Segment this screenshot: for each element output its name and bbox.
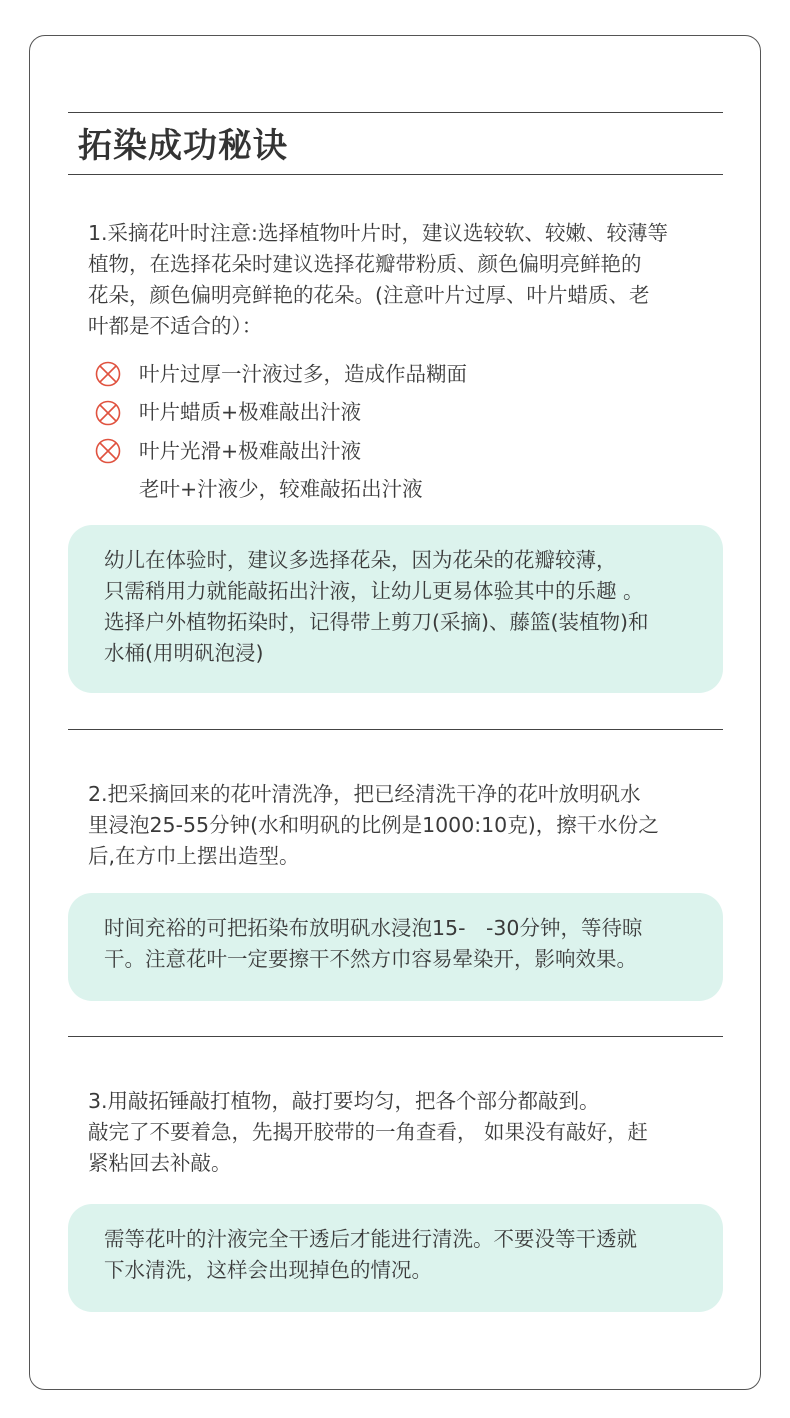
list-item-text: 叶片光滑+极难敲出汁液 <box>139 438 362 463</box>
section-divider-2 <box>68 1036 723 1037</box>
list-item <box>94 432 467 471</box>
x-circle-icon <box>94 399 122 427</box>
x-circle-icon <box>94 437 122 465</box>
section-1-tip-text: 幼儿在体验时，建议多选择花朵，因为花朵的花瓣较薄， 只需稍用力就能敲拓出汁液，让幼儿更易体验其中的乐趣 。 选择户外植物拓染时，记得带上剪刀(采摘)、藤篮(装植物)和 水桶(用明矾泡浸) <box>104 548 649 665</box>
section-3-tip-box <box>68 1204 723 1312</box>
list-item-text: 老叶+汁液少，较难敲拓出汁液 <box>139 477 423 502</box>
title-bottom-rule <box>68 174 723 175</box>
unsuitable-leaf-list <box>94 355 467 509</box>
title-top-rule <box>68 112 723 113</box>
list-item <box>94 355 467 394</box>
list-item-text: 叶片蜡质+极难敲出汁液 <box>139 400 362 425</box>
section-divider-1 <box>68 729 723 730</box>
page-title: 拓染成功秘诀 <box>78 126 288 166</box>
section-2-paragraph: 2.把采摘回来的花叶清洗净，把已经清洗干净的花叶放明矾水 里浸泡25-55分钟(水和明矾的比例是1000:10克)，擦干水份之 后,在方巾上摆出造型。 <box>88 782 659 868</box>
section-3-tip-text: 需等花叶的汁液完全干透后才能进行清洗。不要没等干透就 下水清洗，这样会出现掉色的情况。 <box>104 1227 637 1282</box>
list-item-text: 叶片过厚一汁液过多，造成作品糊面 <box>139 361 467 386</box>
list-item <box>94 471 467 510</box>
list-item <box>94 394 467 433</box>
x-circle-icon <box>94 360 122 388</box>
section-3-paragraph: 3.用敲拓锤敲打植物，敲打要均匀，把各个部分都敲到。 敲完了不要着急，先揭开胶带的一角查看， 如果没有敲好，赶 紧粘回去补敲。 <box>88 1089 649 1175</box>
section-2-tip-box <box>68 893 723 1001</box>
section-1-paragraph: 1.采摘花叶时注意:选择植物叶片时，建议选较软、较嫩、较薄等 植物，在选择花朵时建议选择花瓣带粉质、颜色偏明亮鲜艳的 花朵，颜色偏明亮鲜艳的花朵。(注意叶片过厚、叶片蜡质、老 叶都是不适合的）： <box>88 221 668 338</box>
section-2-tip-text: 时间充裕的可把拓染布放明矾水浸泡15- -30分钟，等待晾 干。注意花叶一定要擦干不然方巾容易晕染开，影响效果。 <box>104 916 643 971</box>
section-1-tip-box <box>68 525 723 693</box>
